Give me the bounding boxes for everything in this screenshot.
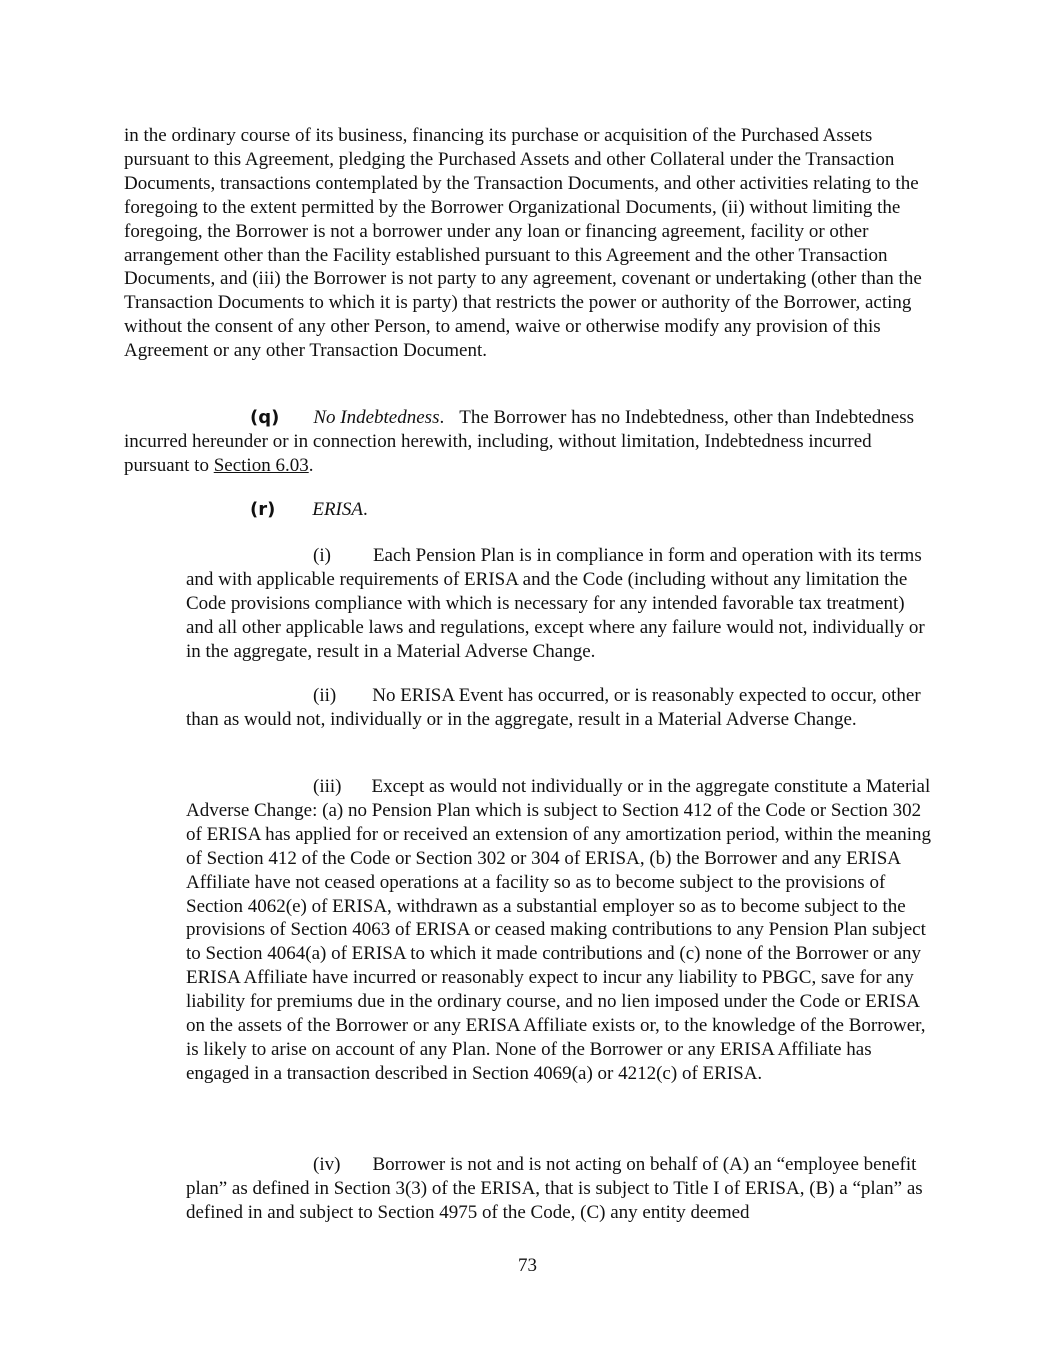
subsection-iii — [186, 775, 936, 1086]
subsection-iv — [186, 1153, 936, 1225]
paragraph-continuation: in the ordinary course of its business, financing its purchase or acquisition of the Purchased Assets pursuant to this Agreement, pledging the Purchased Assets and other Collateral under the Transaction Documents, transactions contemplated by the Transaction Documents, and other activities relating to the foregoing to the extent permitted by the Borrower Organizational Documents, (ii) without limiting the foregoing, the Borrower is not a borrower under any loan or financing agreement, facility or other arrangement other than the Facility established pursuant to this Agreement and the other Transaction Documents, and (iii) the Borrower is not party to any agreement, covenant or undertaking (other than the Transaction Documents to which it is party) that restricts the power or authority of the Borrower, acting without the consent of any other Person, to amend, waive or otherwise modify any provision of this Agreement or any other Transaction Document. — [124, 125, 922, 362]
section-q-label: (q) — [250, 407, 280, 428]
section-r-heading: ERISA — [312, 499, 363, 520]
section-q-heading-punct: . — [439, 407, 445, 428]
section-r-heading-punct: . — [363, 499, 368, 520]
section-q-text: The Borrower has no Indebtedness, other than Indebtedness incurred hereunder or in connection herewith, including, without limitation, Indebtedness incurred pursuant to — [124, 407, 915, 476]
subsection-i-label: (i) — [313, 545, 331, 566]
subsection-ii-text: No ERISA Event has occurred, or is reasonably expected to occur, other than as would not, individually or in the aggregate, result in a Material Adverse Change. — [186, 685, 921, 730]
subsection-ii-label: (ii) — [313, 685, 337, 706]
section-q-heading: No Indebtedness — [313, 407, 440, 428]
section-q-end: . — [308, 454, 314, 476]
section-r-label: (r) — [250, 499, 276, 520]
subsection-iii-text: Except as would not individually or in the aggregate constitute a Material Adverse Change: (a) no Pension Plan which is subject to Section 412 of the Code or Section 302 of ERISA has applied for or received an extension of any amortization period, within the meaning of Section 412 of the Code or Section 302 or 304 of ERISA, (b) the Borrower and any ERISA Affiliate have not ceased operations at a facility so as to become subject to the provisions of Section 4062(e) of ERISA, withdrawn as a substantial employer so as to become subject to the provisions of Section 4063 of ERISA or ceased making contributions to any Pension Plan subject to Section 4064(a) of ERISA to which it made contributions and (c) none of the Borrower or any ERISA Affiliate have incurred or reasonably expect to incur any liability to PBGC, save for any liability for premiums due in the ordinary course, and no lien imposed under the Code or ERISA on the assets of the Borrower or any ERISA Affiliate exists or, to the knowledge of the Borrower, is likely to arise on account of any Plan. None of the Borrower or any ERISA Affiliate has engaged in a transaction described in Section 4069(a) or 4212(c) of ERISA. — [186, 776, 932, 1084]
section-6-03-link[interactable]: Section 6.03 — [213, 454, 309, 476]
page-number: 73 — [518, 1255, 537, 1276]
section-q-paragraph — [124, 406, 934, 478]
subsection-iv-label: (iv) — [313, 1154, 341, 1175]
subsection-i-text: Each Pension Plan is in compliance in form and operation with its terms and with applicable requirements of ERISA and the Code (including without any limitation the Code provisions compliance with which is necessary for any intended favorable tax treatment) and all other applicable laws and regulations, except where any failure would not, individually or in the aggregate, result in a Material Adverse Change. — [186, 545, 925, 662]
subsection-ii — [186, 684, 936, 732]
subsection-i — [186, 544, 936, 664]
subsection-iv-text: Borrower is not and is not acting on behalf of (A) an “employee benefit plan” as defined in Section 3(3) of the ERISA, that is subject to Title I of ERISA, (B) a “plan” as defined in and subject to Section 4975 of the Code, (C) any entity deemed — [186, 1154, 923, 1223]
subsection-iii-label: (iii) — [313, 776, 342, 797]
section-r-heading-line — [124, 498, 934, 522]
